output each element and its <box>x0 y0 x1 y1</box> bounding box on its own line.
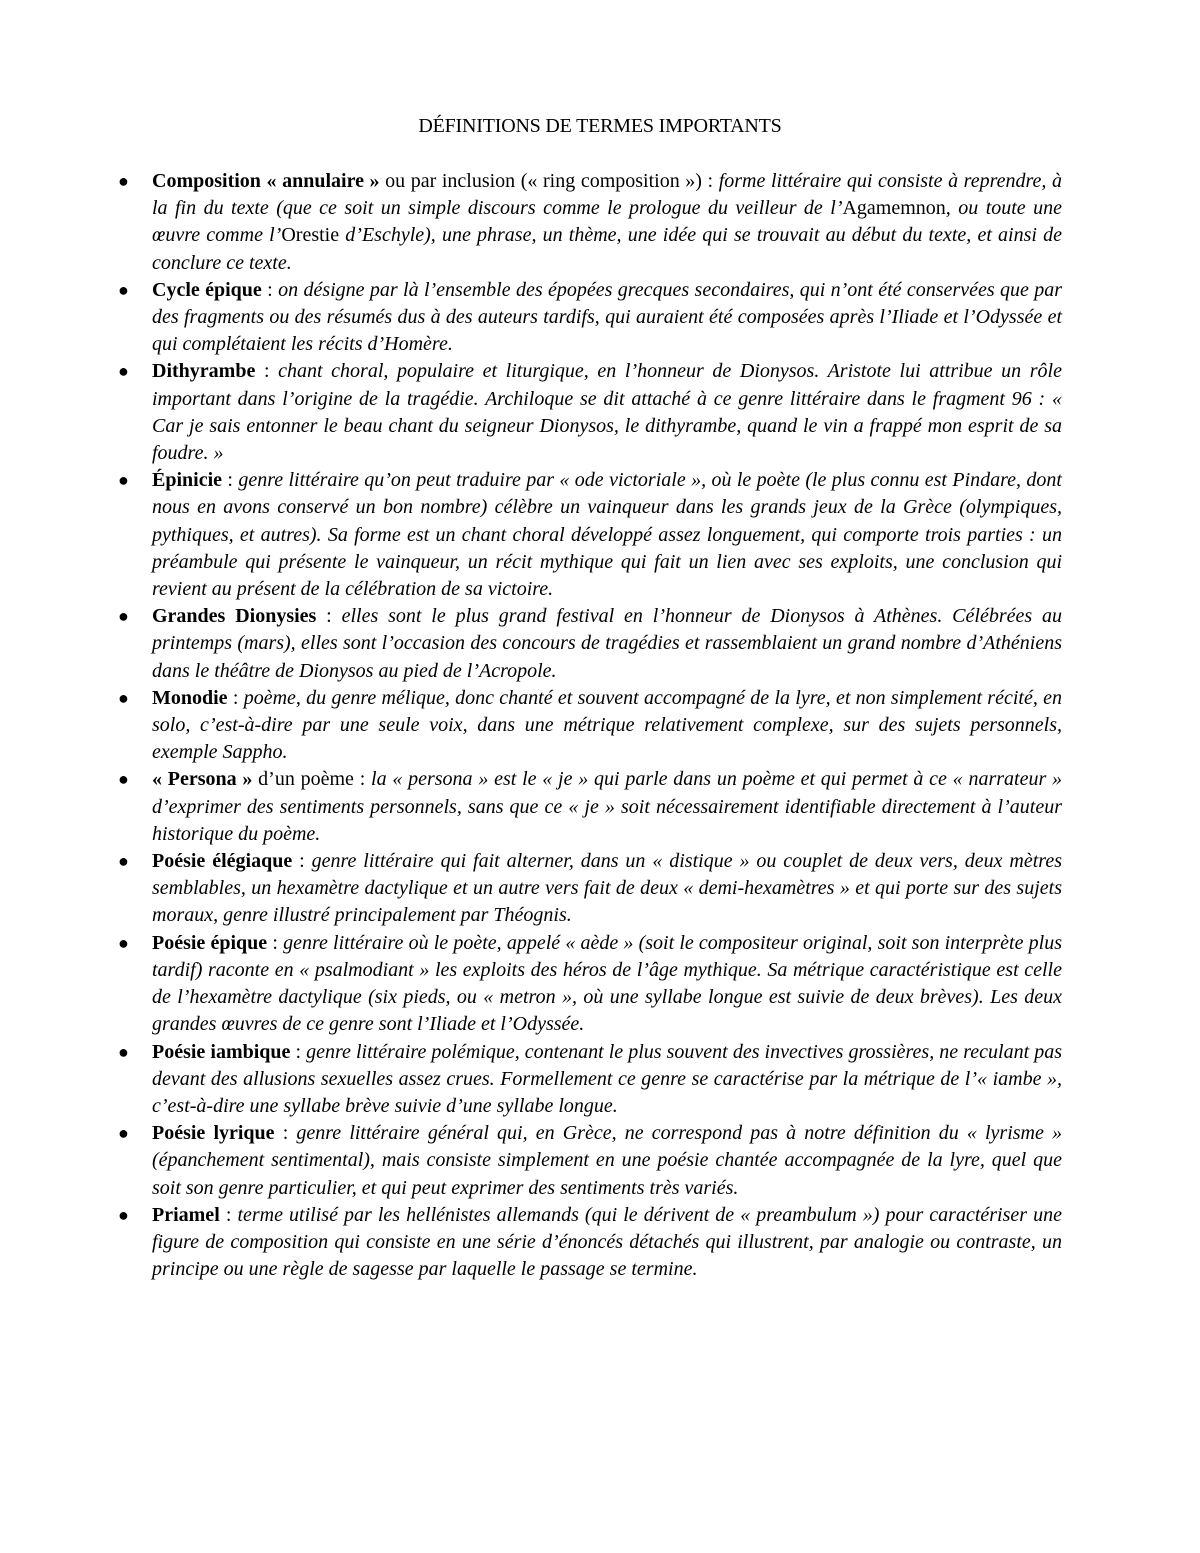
definition-term: Monodie <box>152 686 228 709</box>
definition-item <box>118 603 1062 685</box>
definition-item <box>118 277 1062 359</box>
definition-colon: : <box>290 1040 307 1063</box>
bullet-icon: ● <box>118 932 129 953</box>
definition-item <box>118 168 1063 277</box>
definition-text: , ou toute une œuvre comme l’ <box>152 197 1063 247</box>
definition-text: d’Eschyle), une phrase, un thème, une idée qui se trouvait au début du texte, et ainsi de conclure ce texte. <box>152 224 1062 274</box>
definition-item <box>118 467 1062 603</box>
bullet-icon: ● <box>118 1041 129 1062</box>
definition-text: forme littéraire qui consiste à reprendre, à la fin du texte (que ce soit un simple discours comme le prologue du veilleur de l’ <box>152 170 1063 220</box>
definition-colon: : <box>227 686 244 709</box>
definition-item <box>118 358 1062 467</box>
definition-term: Priamel <box>152 1203 220 1226</box>
definition-term: Cycle épique <box>152 278 262 301</box>
definition-colon: : <box>707 170 719 192</box>
definition-item <box>118 766 1062 848</box>
definition-colon: : <box>222 469 239 492</box>
bullet-icon: ● <box>118 171 129 191</box>
definition-text: on désigne par là l’ensemble des épopées grecques secondaires, qui n’ont été conservées que par des fragments ou des résumés dus à des auteurs tardifs, qui auraient été composées après l’Iliade et l’Odyssée et qui complétaient les récits d’Homère. <box>152 278 1062 356</box>
definition-term-suffix: d’un poème <box>252 768 360 791</box>
definition-colon: : <box>261 278 279 301</box>
definition-item <box>118 848 1062 930</box>
definition-colon: : <box>267 931 284 954</box>
work-title: Agamemnon <box>842 197 946 220</box>
definition-colon: : <box>316 605 342 628</box>
definition-text: genre littéraire qu’on peut traduire par « ode victoriale », où le poète (le plus connu est Pindare, dont nous en avons conservé un bon nombre) célèbre un vainqueur dans les grands jeux de la Grèce (olympiques, pythiques, et autres). Sa forme est un chant choral développé assez longuement, qui comporte trois parties : un préambule qui présente le vainqueur, un récit mythique qui fait un lien avec ses exploits, une conclusion qui revient au présent de la célébration de sa victoire. <box>152 469 1062 601</box>
definition-term: Poésie épique <box>152 931 268 954</box>
definition-term-suffix: ou par inclusion (« ring composition ») <box>379 170 708 192</box>
definition-term: Poésie iambique <box>152 1040 291 1063</box>
definition-text: genre littéraire polémique, contenant le plus souvent des invectives grossières, ne reculant pas devant des allusions sexuelles assez crues. Formellement ce genre se caractérise par la métrique de l’« iambe », c’est-à-dire une syllabe brève suivie d’une syllabe longue. <box>152 1040 1062 1117</box>
definition-term: Poésie élégiaque <box>152 850 293 873</box>
definition-item <box>118 1039 1062 1121</box>
definition-text: genre littéraire qui fait alterner, dans un « distique » ou couplet de deux vers, deux mètres semblables, un hexamètre dactylique et un autre vers fait de deux « demi-hexamètres » et qui porte sur des sujets moraux, genre illustré principalement par Théognis. <box>152 850 1062 927</box>
definition-term: Épinicie <box>152 469 223 492</box>
definition-text: poème, du genre mélique, donc chanté et souvent accompagné de la lyre, et non simplement récité, en solo, c’est-à-dire par une seule voix, dans une métrique relativement complexe, sur des sujets personnels, exemple Sappho. <box>152 686 1062 764</box>
definition-text: genre littéraire général qui, en Grèce, ne correspond pas à notre définition du « lyrisme » (épanchement sentimental), mais consiste simplement en une poésie chantée accompagnée de la lyre, quel que soit son genre particulier, et qui peut exprimer des sentiments très variés. <box>152 1122 1062 1199</box>
bullet-icon: ● <box>118 470 129 491</box>
definition-text: la « persona » est le « je » qui parle dans un poème et qui permet à ce « narrateur » d’exprimer des sentiments personnels, sans que ce « je » soit nécessairement identifiable directement à l’auteur historique du poème. <box>152 768 1062 845</box>
bullet-icon: ● <box>118 1204 129 1225</box>
definition-colon: : <box>255 360 279 383</box>
definition-item <box>118 1202 1063 1284</box>
bullet-icon: ● <box>118 361 129 382</box>
definition-text: chant choral, populaire et liturgique, en l’honneur de Dionysos. Aristote lui attribue un rôle important dans l’origine de la tragédie. Archiloque se dit attaché à ce genre littéraire dans le fragment 96 : « Car je sais entonner le beau chant du seigneur Dionysos, le dithyrambe, quand le vin a frappé mon esprit de sa foudre. » <box>152 360 1062 465</box>
definition-term: Composition « annulaire » <box>152 170 380 192</box>
definition-colon: : <box>274 1122 297 1145</box>
bullet-icon: ● <box>118 769 129 790</box>
definition-item <box>118 685 1062 767</box>
bullet-icon: ● <box>118 606 129 627</box>
bullet-icon: ● <box>118 1123 129 1144</box>
work-title: Orestie <box>281 224 340 247</box>
definition-term: Poésie lyrique <box>152 1122 275 1145</box>
definition-text: elles sont le plus grand festival en l’honneur de Dionysos à Athènes. Célébrées au printemps (mars), elles sont l’occasion des concours de tragédies et rassemblaient un grand nombre d’Athéniens dans le théâtre de Dionysos au pied de l’Acropole. <box>152 605 1062 682</box>
definition-term: Grandes Dionysies <box>152 605 317 628</box>
definition-colon: : <box>292 850 312 873</box>
definition-term: Dithyrambe <box>152 360 256 383</box>
bullet-icon: ● <box>118 279 129 300</box>
definition-colon: : <box>359 768 372 791</box>
page-title: DÉFINITIONS DE TERMES IMPORTANTS <box>418 115 782 137</box>
definition-text: genre littéraire où le poète, appelé « aède » (soit le compositeur original, soit son interprète plus tardif) raconte en « psalmodiant » les exploits des héros de l’âge mythique. Sa métrique caractéristique est celle de l’hexamètre dactylique (six pieds, ou « metron », où une syllabe longue est suivie de deux brèves). Les deux grandes œuvres de ce genre sont l’Iliade et l’Odyssée. <box>152 931 1062 1036</box>
definition-term: « Persona » <box>152 768 253 791</box>
definition-item <box>118 1120 1062 1202</box>
definition-colon: : <box>219 1203 238 1226</box>
definition-text: terme utilisé par les hellénistes allemands (qui le dérivent de « preambulum ») pour caractériser une figure de composition qui consiste en une série d’énoncés détachés qui illustrent, par analogie ou contraste, un principe ou une règle de sagesse par laquelle le passage se termine. <box>152 1203 1063 1281</box>
definitions-list <box>118 168 1063 1283</box>
bullet-icon: ● <box>118 687 129 708</box>
definition-item <box>118 930 1062 1039</box>
bullet-icon: ● <box>118 851 129 872</box>
